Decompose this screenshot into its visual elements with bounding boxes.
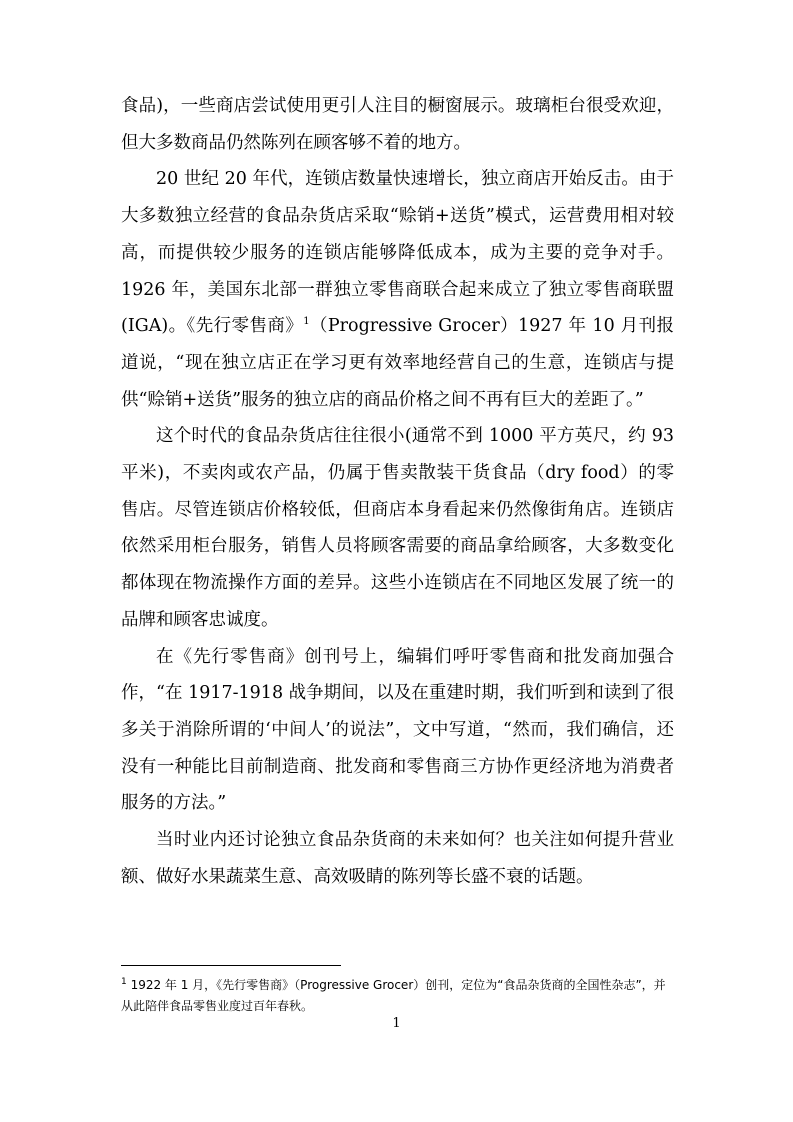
paragraph: 当时业内还讨论独立食品杂货商的未来如何？也关注如何提升营业额、做好水果蔬菜生意、高效吸睛的陈列等长盛不衰的话题。: [121, 830, 674, 887]
footnote-divider: [121, 965, 341, 966]
footnote-marker: 1: [121, 977, 127, 987]
footnote: [121, 975, 674, 1017]
publication-title: 《先行零售商》: [186, 316, 304, 337]
paragraph: 食品)，一些商店尝试使用更引人注目的橱窗展示。玻璃柜台很受欢迎，但大多数商品仍然陈列在顾客够不着的地方。: [121, 96, 674, 153]
paragraph: 这个时代的食品杂货店往往很小(通常不到 1000 平方英尺，约 93 平米)，不卖肉或农产品，仍属于售卖散装干货食品（dry food）的零售店。尽管连锁店价格较低，但商店本身看起来仍然像街角店。连锁店依然采用柜台服务，销售人员将顾客需要的商品拿给顾客，大多数变化都体现在物流操作方面的差异。这些小连锁店在不同地区发展了统一的品牌和顾客忠诚度。: [121, 426, 674, 630]
footnote-reference[interactable]: 1: [303, 316, 310, 328]
page-number: 1: [392, 1016, 401, 1031]
body-text: [121, 88, 674, 895]
paragraph-text: （Progressive Grocer）1927 年 10 月刊报道说，“现在独立店正在学习更有效率地经营自己的生意，连锁店与提供“赊销+送货”服务的独立店的商品价格之间不再有巨大的差距了。”: [121, 316, 675, 410]
paragraph: [121, 161, 674, 418]
paragraph: 在《先行零售商》创刊号上，编辑们呼吁零售商和批发商加强合作，“在 1917-1918 战争期间，以及在重建时期，我们听到和读到了很多关于消除所谓的‘中间人’的说法”，文中写道，“然而，我们确信，还没有一种能比目前制造商、批发商和零售商三方协作更经济地为消费者服务的方法。”: [121, 646, 674, 814]
paragraph-text: 20 世纪 20 年代，连锁店数量快速增长，独立商店开始反击。由于大多数独立经营的食品杂货店采取“赊销+送货”模式，运营费用相对较高，而提供较少服务的连锁店能够降低成本，成为主要的竞争对手。1926 年，美国东北部一群独立零售商联合起来成立了独立零售商联盟(IGA)。: [121, 169, 674, 337]
footnote-text: 1922 年 1 月，《先行零售商》（Progressive Grocer）创刊，定位为“食品杂货商的全国性杂志”，并从此陪伴食品零售业度过百年春秋。: [121, 978, 666, 1013]
